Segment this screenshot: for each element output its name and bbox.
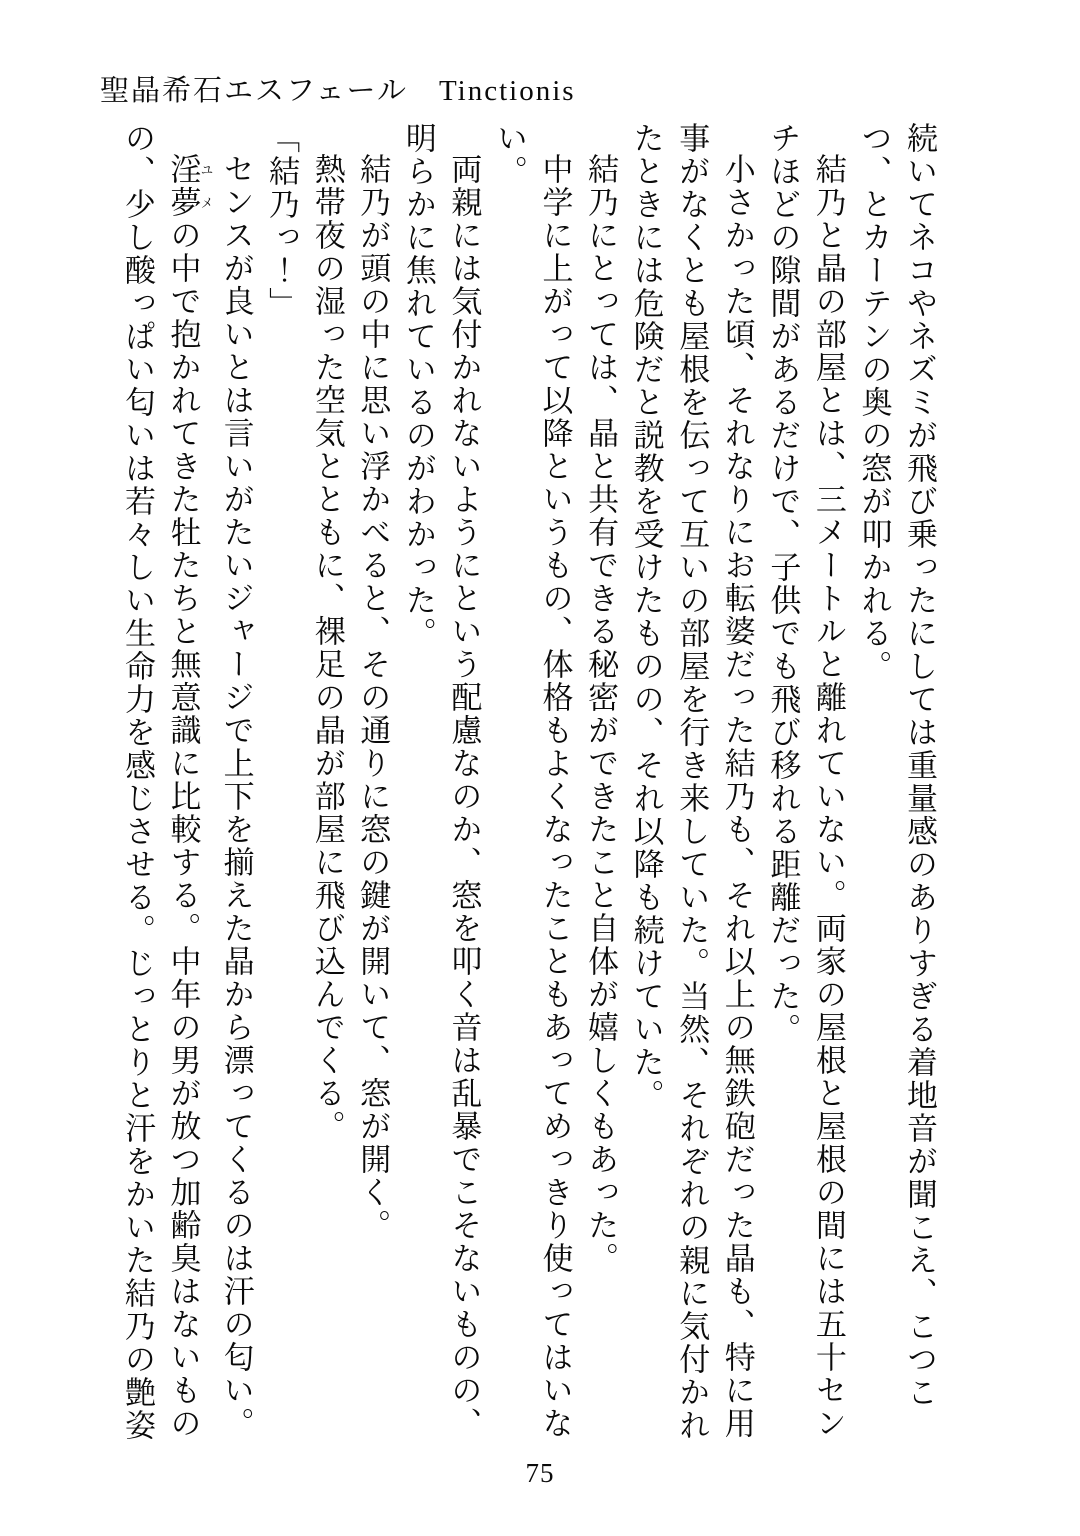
body-text	[110, 122, 942, 1452]
paragraph: 続いてネコやネズミが飛び乗ったにしては重量感のありすぎる着地音が聞こえ、こつこつ、とカーテンの奥の窓が叩かれる。	[856, 122, 937, 1409]
paragraph: 両親には気付かれないようにという配慮なのか、窓を叩く音は乱暴でこそないものの、明らかに焦れているのがわかった。	[400, 122, 482, 1440]
paragraph: 淫夢ユメの中で抱かれてきた牡たちと無意識に比較する。中年の男が放つ加齢臭はないものの、少し酸っぱい匂いは若々しい生命力を感じさせる。じっとりと汗をかいた結乃の艶姿	[119, 122, 214, 1442]
paragraph: 結乃にとっては、晶と共有できる秘密ができたこと自体が嬉しくもあった。	[583, 153, 619, 1275]
paragraph: 「結乃っ！」	[264, 122, 300, 320]
ruby-annotated-word: 淫夢ユメ	[165, 153, 214, 219]
paragraph: 結乃と晶の部屋とは、三メートルと離れていない。両家の屋根と屋根の間には五十センチほどの隙間があるだけで、子供でも飛び移れる距離だった。	[765, 122, 846, 1440]
paragraph: 中学に上がって以降というもの、体格もよくなったこともあってめっきり使ってはいない。	[491, 122, 573, 1440]
paragraph: 熱帯夜の湿った空気とともに、裸足の晶が部屋に飛び込んでくる。	[309, 153, 345, 1143]
running-header-title: 聖晶希石エスフェール Tinctionis	[100, 75, 576, 107]
paragraph: センスが良いとは言いがたいジャージで上下を揃えた晶から漂ってくるのは汗の匂い。	[218, 153, 254, 1440]
page-number: 75	[525, 1458, 555, 1488]
paragraph: 結乃が頭の中に思い浮かべると、その通りに窓の鍵が開いて、窓が開く。	[355, 153, 391, 1242]
paragraph: 小さかった頃、それなりにお転婆だった結乃も、それ以上の無鉄砲だった晶も、特に用事がなくとも屋根を伝って互いの部屋を行き来していた。当然、それぞれの親に気付かれたときには危険だと説教を受けたものの、それ以降も続けていた。	[628, 122, 755, 1442]
